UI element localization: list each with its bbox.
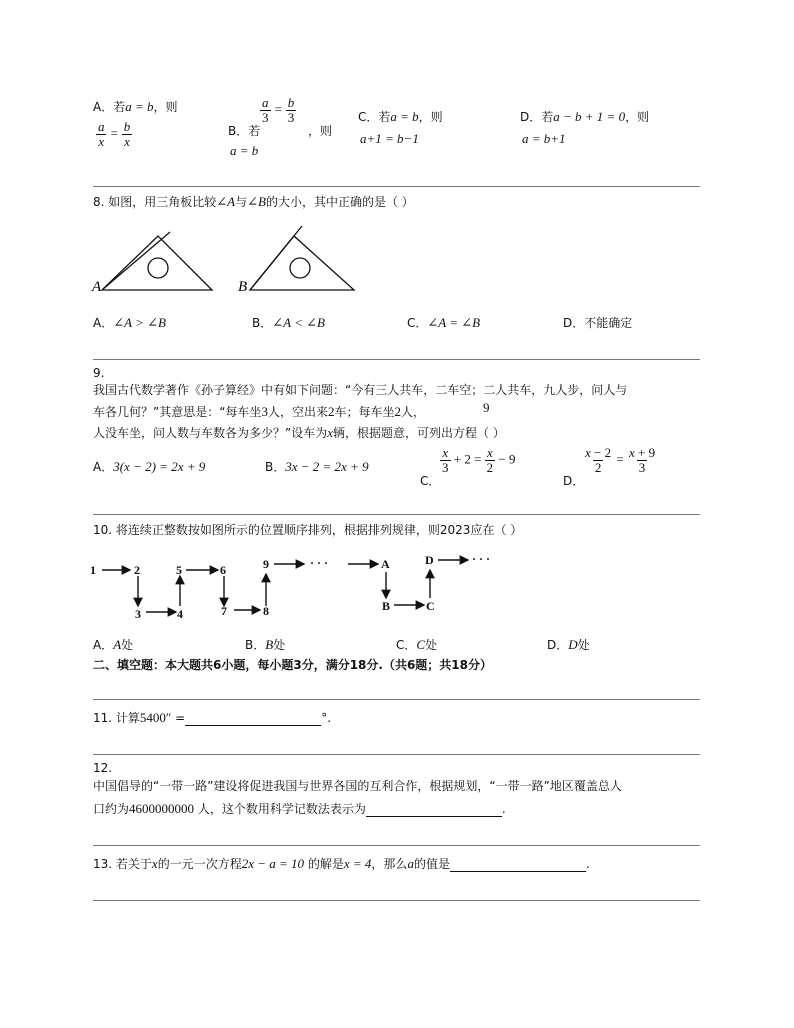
q7-option-b-then: ，则: [308, 124, 333, 138]
q8-angle-a: ∠A: [216, 194, 236, 209]
q7-option-a-conclusion: $\frac{a}{x}$ = $\frac{b}{x}$: [98, 119, 131, 149]
q12-answer-blank[interactable]: [366, 802, 502, 817]
q7-option-c-then: ，则: [418, 110, 443, 124]
q7-option-c[interactable]: [358, 108, 443, 125]
q10-option-d[interactable]: D．D处: [547, 637, 590, 652]
divider-3: [93, 514, 700, 515]
q7-option-d-label: D．若: [520, 110, 554, 124]
q13-solution: x = 4: [343, 856, 372, 871]
q10-option-c[interactable]: C．C处: [396, 637, 438, 652]
section-2-title: 二、填空题：本大题共6小题，每小题3分，满分18分.（共6题；共18分）: [93, 658, 493, 672]
q10-dots-1: · · ·: [310, 556, 329, 570]
q9-number: 9.: [93, 366, 105, 380]
q7-option-a-label: A．若: [93, 100, 126, 114]
q8-figure: [90, 220, 370, 300]
q13-equation: 2x − a = 10: [241, 856, 305, 871]
q9-line-3: 人没车坐，问人数与车数各为多少？”设车为x辆，根据题意，可列出方程（ ）: [93, 425, 505, 440]
q7-option-b-conclusion: a = b: [230, 143, 259, 158]
q8-stem: 8. 如图，用三角板比较∠A与∠B的大小，其中正确的是（ ）: [93, 194, 414, 209]
q9-number-nine: 9: [483, 400, 490, 415]
q7-option-b[interactable]: [228, 122, 260, 139]
q10-num-4: 4: [177, 607, 183, 618]
triangle-ruler-a: [102, 232, 212, 290]
q8-option-c[interactable]: C．∠A = ∠B: [407, 315, 481, 330]
q9-option-b[interactable]: B．3x − 2 = 2x + 9: [265, 459, 369, 474]
q10-option-b[interactable]: B．B处: [245, 637, 286, 652]
q13: 13. 若关于x的一元一次方程2x − a = 10 的解是x = 4，那么a的值是 .: [93, 856, 590, 871]
q13-answer-blank[interactable]: [450, 857, 586, 872]
q7-option-a-then: ，则: [153, 100, 178, 114]
q7-option-d-conclusion: a = b+1: [522, 131, 566, 146]
q10-letter-c: C: [426, 599, 435, 613]
q9-option-d-expr: $\frac{x - 2}{2}$ = $\frac{x + 9}{3}$: [585, 445, 656, 475]
q10-option-a[interactable]: A．A处: [93, 637, 134, 652]
q9-option-c-expr: $\frac{x}{3}$ + 2 = $\frac{x}{2}$ − 9: [442, 445, 516, 475]
q11-answer-blank[interactable]: [185, 711, 321, 726]
q10-letter-a: A: [381, 557, 390, 571]
q7-option-c-conclusion: a+1 = b−1: [360, 131, 419, 146]
q7-option-a-condition: a = b: [125, 99, 154, 114]
q12-line-2: 口约为4600000000 人，这个数用科学记数法表示为 .: [93, 801, 506, 816]
q8-option-a[interactable]: A．∠A > ∠B: [93, 315, 166, 330]
q8-option-b[interactable]: B．∠A < ∠B: [252, 315, 325, 330]
q9-option-a[interactable]: A．3(x − 2) = 2x + 9: [93, 459, 206, 474]
divider-2: [93, 359, 700, 360]
q12-number: 12.: [93, 761, 113, 775]
q10-num-7: 7: [221, 604, 227, 618]
q10-num-8: 8: [263, 604, 269, 618]
q8-option-d[interactable]: D．不能确定: [563, 316, 633, 330]
q10-stem: 10. 将连续正整数按如图所示的位置顺序排列，根据排列规律，则2023应在（ ）: [93, 523, 523, 537]
q10-letter-b: B: [382, 599, 391, 613]
q7-option-c-label: C．若: [358, 110, 391, 124]
q10-dots-2: · · ·: [472, 552, 491, 566]
q10-letter-d: D: [425, 553, 434, 567]
divider-4: [93, 699, 700, 700]
q9-option-d-label[interactable]: D．: [563, 474, 585, 488]
q11: 11. 计算5400″ = °.: [93, 710, 332, 725]
q7-option-d[interactable]: [520, 108, 649, 125]
q7-option-c-condition: a = b: [390, 109, 419, 124]
q9-option-c-label[interactable]: C．: [420, 474, 441, 488]
q7-option-d-condition: a − b + 1 = 0: [553, 109, 626, 124]
q11-expr: 5400″: [139, 710, 172, 725]
divider-5: [93, 754, 700, 755]
q10-num-2: 2: [134, 563, 140, 577]
q10-num-1: 1: [90, 563, 96, 577]
divider-6: [93, 845, 700, 846]
q10-num-9: 9: [263, 557, 269, 571]
divider-1: [93, 186, 700, 187]
q8-angle-b: ∠B: [247, 194, 266, 209]
q7-option-d-then: ，则: [625, 110, 650, 124]
q12-line-1: 中国倡导的“一带一路”建设将促进我国与世界各国的互利合作，根据规划，“一带一路”地区覆盖总人: [93, 779, 622, 793]
q10-num-3: 3: [135, 607, 141, 618]
q10-num-5: 5: [176, 563, 182, 577]
q7-option-b-label: B．若: [228, 124, 261, 138]
divider-7: [93, 900, 700, 901]
q8-label-a: A: [92, 279, 102, 295]
q7-option-b-condition: $\frac{a}{3}$ = $\frac{b}{3}$: [262, 95, 295, 125]
q9-line-2: 车各几何？”其意思是：“每车坐3人，空出来2车；每车坐2人，: [93, 404, 425, 419]
q10-figure: [88, 548, 508, 618]
q9-line-1: 我国古代数学著作《孙子算经》中有如下问题：“今有三人共车，二车空；二人共车，九人步，问人与: [93, 383, 628, 397]
q7-option-a[interactable]: [93, 98, 178, 115]
q10-num-6: 6: [220, 563, 226, 577]
q12-value: 4600000000: [129, 801, 195, 816]
triangle-ruler-b: [250, 226, 354, 290]
q8-label-b: B: [238, 279, 248, 295]
